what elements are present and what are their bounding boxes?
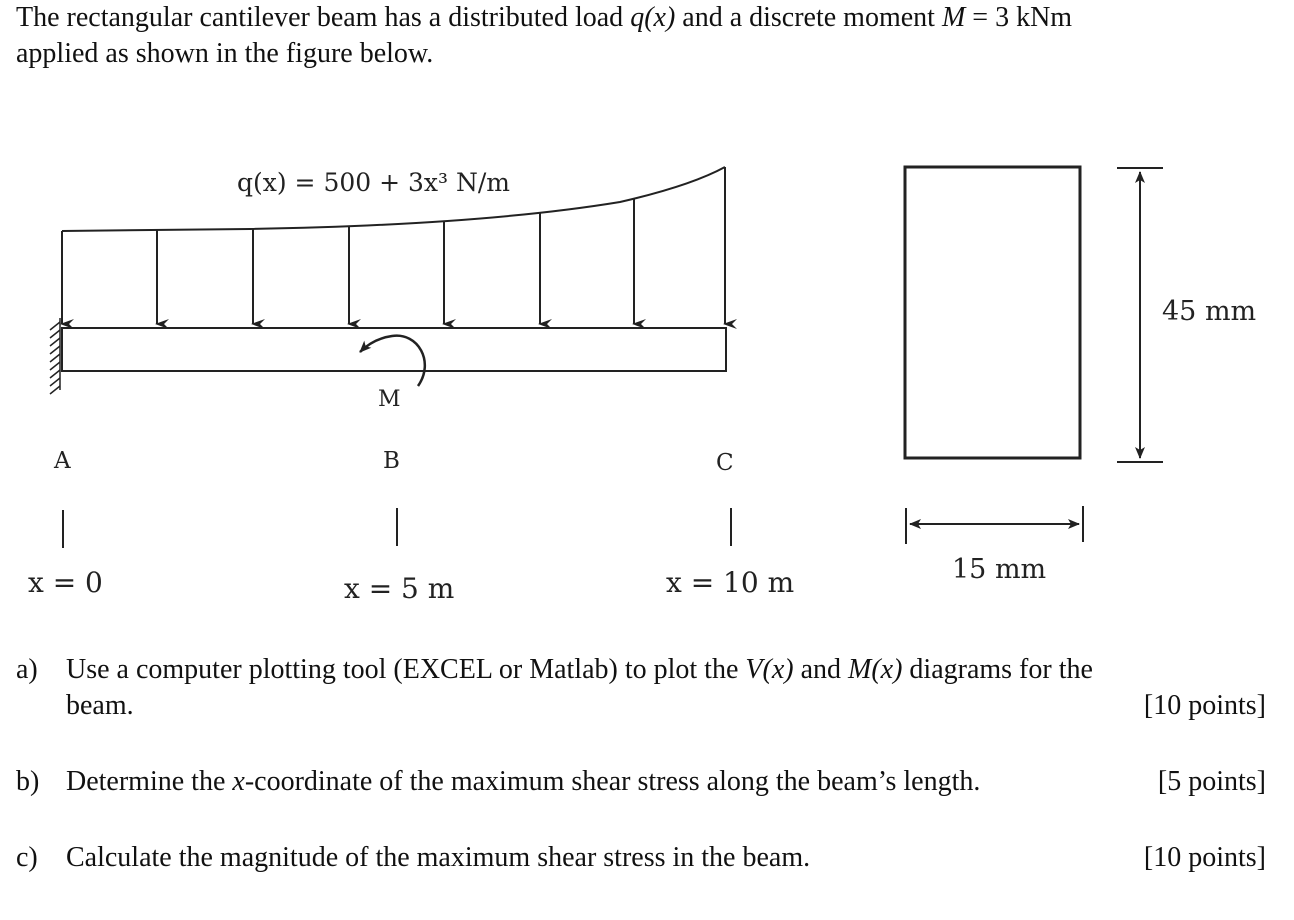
question-text-line-2: beam. (66, 690, 134, 721)
point-b-label: B (383, 448, 400, 474)
intro-q-symbol: q(x) (630, 2, 676, 33)
problem-line-2: applied as shown in the figure below. (16, 38, 434, 69)
question-label: c) (16, 842, 38, 873)
beam (62, 328, 726, 371)
question-text: Calculate the magnitude of the maximum shear stress in the beam. (66, 842, 811, 873)
question-a (16, 652, 1266, 724)
intro-text-1: The rectangular cantilever beam has a distributed load (16, 2, 631, 33)
intro-text-2: and a discrete moment (675, 2, 942, 33)
moment-label: M (378, 387, 401, 412)
width-dimension (906, 506, 1083, 544)
intro-text-3: = 3 kNm (965, 2, 1073, 33)
height-dimension (1117, 168, 1163, 462)
question-text: Determine the x-coordinate of the maximum shear stress along the beam’s length. (66, 766, 981, 797)
intro-m-symbol: M (941, 2, 966, 33)
fixed-support (50, 318, 60, 394)
point-a-label: A (54, 448, 71, 474)
question-points: [10 points] (1143, 690, 1266, 721)
coord-a-label: x = 0 (28, 566, 103, 599)
coord-c-label: x = 10 m (666, 566, 795, 599)
question-b (16, 764, 1266, 800)
width-label: 15 mm (952, 554, 1047, 585)
question-points: [10 points] (1143, 842, 1266, 873)
question-c (16, 840, 1266, 876)
cross-section (905, 167, 1080, 458)
load-label: q(x) = 500 + 3x³ N/m (237, 168, 510, 197)
height-label: 45 mm (1162, 296, 1257, 327)
point-c-label: C (716, 450, 734, 476)
question-text: Use a computer plotting tool (EXCEL or Matlab) to plot the V(x) and M(x) diagrams for the (66, 654, 1093, 685)
coord-b-label: x = 5 m (344, 572, 455, 605)
question-points: [5 points] (1157, 766, 1266, 797)
question-label: a) (16, 654, 38, 685)
question-label: b) (16, 766, 40, 797)
